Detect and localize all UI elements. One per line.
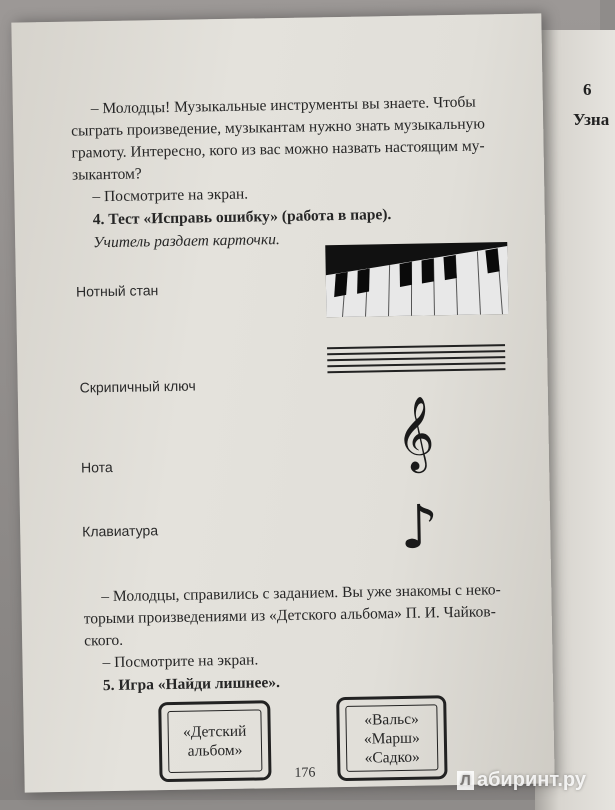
music-staff-lines <box>327 344 505 373</box>
card-right-line1: «Вальс» <box>364 710 419 729</box>
card-left-line1: «Детский <box>182 722 247 741</box>
label-staff: Нотный стан <box>75 282 159 300</box>
page-number: 176 <box>294 765 316 781</box>
task5-title: 5. Игра «Найди лишнее». <box>102 674 281 695</box>
paragraph2-line3: ского. <box>83 631 124 650</box>
card-right-line3: «Садко» <box>364 748 420 767</box>
label-keyboard: Клавиатура <box>82 522 159 540</box>
labirint-watermark <box>457 769 586 792</box>
labirint-logo-icon: Л <box>457 771 474 790</box>
label-note: Нота <box>80 458 113 476</box>
label-treble-clef: Скрипичный ключ <box>79 377 196 396</box>
eighth-note-icon: ♪ <box>399 492 440 563</box>
paragraph2-line1: – Молодцы, справились с заданием. Вы уже знакомы с неко- <box>101 581 501 606</box>
screen-prompt-1: – Посмотрите на экран. <box>92 185 249 206</box>
card-left <box>158 700 271 782</box>
paragraph2-line2: торыми произведениями из «Детского альбома» П. И. Чайков- <box>83 603 496 628</box>
card-right <box>336 695 447 781</box>
paragraph1-line1: – Молодцы! Музыкальные инструменты вы знаете. Чтобы <box>90 93 476 118</box>
card-left-inner <box>167 709 262 773</box>
paragraph1-line3: грамоту. Интересно, кого из вас можно назвать настоящим му- <box>71 137 485 162</box>
next-page-number-fragment: 6 <box>583 80 592 99</box>
paragraph1-line2: сыграть произведение, музыкантам нужно знать музыкальную <box>71 115 486 140</box>
piano-keyboard-image <box>325 242 508 317</box>
card-right-inner <box>345 704 438 772</box>
task4-title: 4. Тест «Исправь ошибку» (работа в паре). <box>92 206 392 229</box>
card-left-line2: альбом» <box>187 741 243 760</box>
next-page-word-fragment: Узна <box>573 110 610 129</box>
paragraph1-line4: зыкантом? <box>71 165 142 184</box>
book-page <box>11 13 554 792</box>
treble-clef-icon: 𝄞 <box>395 396 436 472</box>
watermark-text: абиринт.ру <box>476 769 586 791</box>
screen-prompt-2: – Посмотрите на экран. <box>102 651 259 672</box>
card-right-line2: «Марш» <box>363 729 420 748</box>
task4-instruction: Учитель раздает карточки. <box>93 231 280 252</box>
